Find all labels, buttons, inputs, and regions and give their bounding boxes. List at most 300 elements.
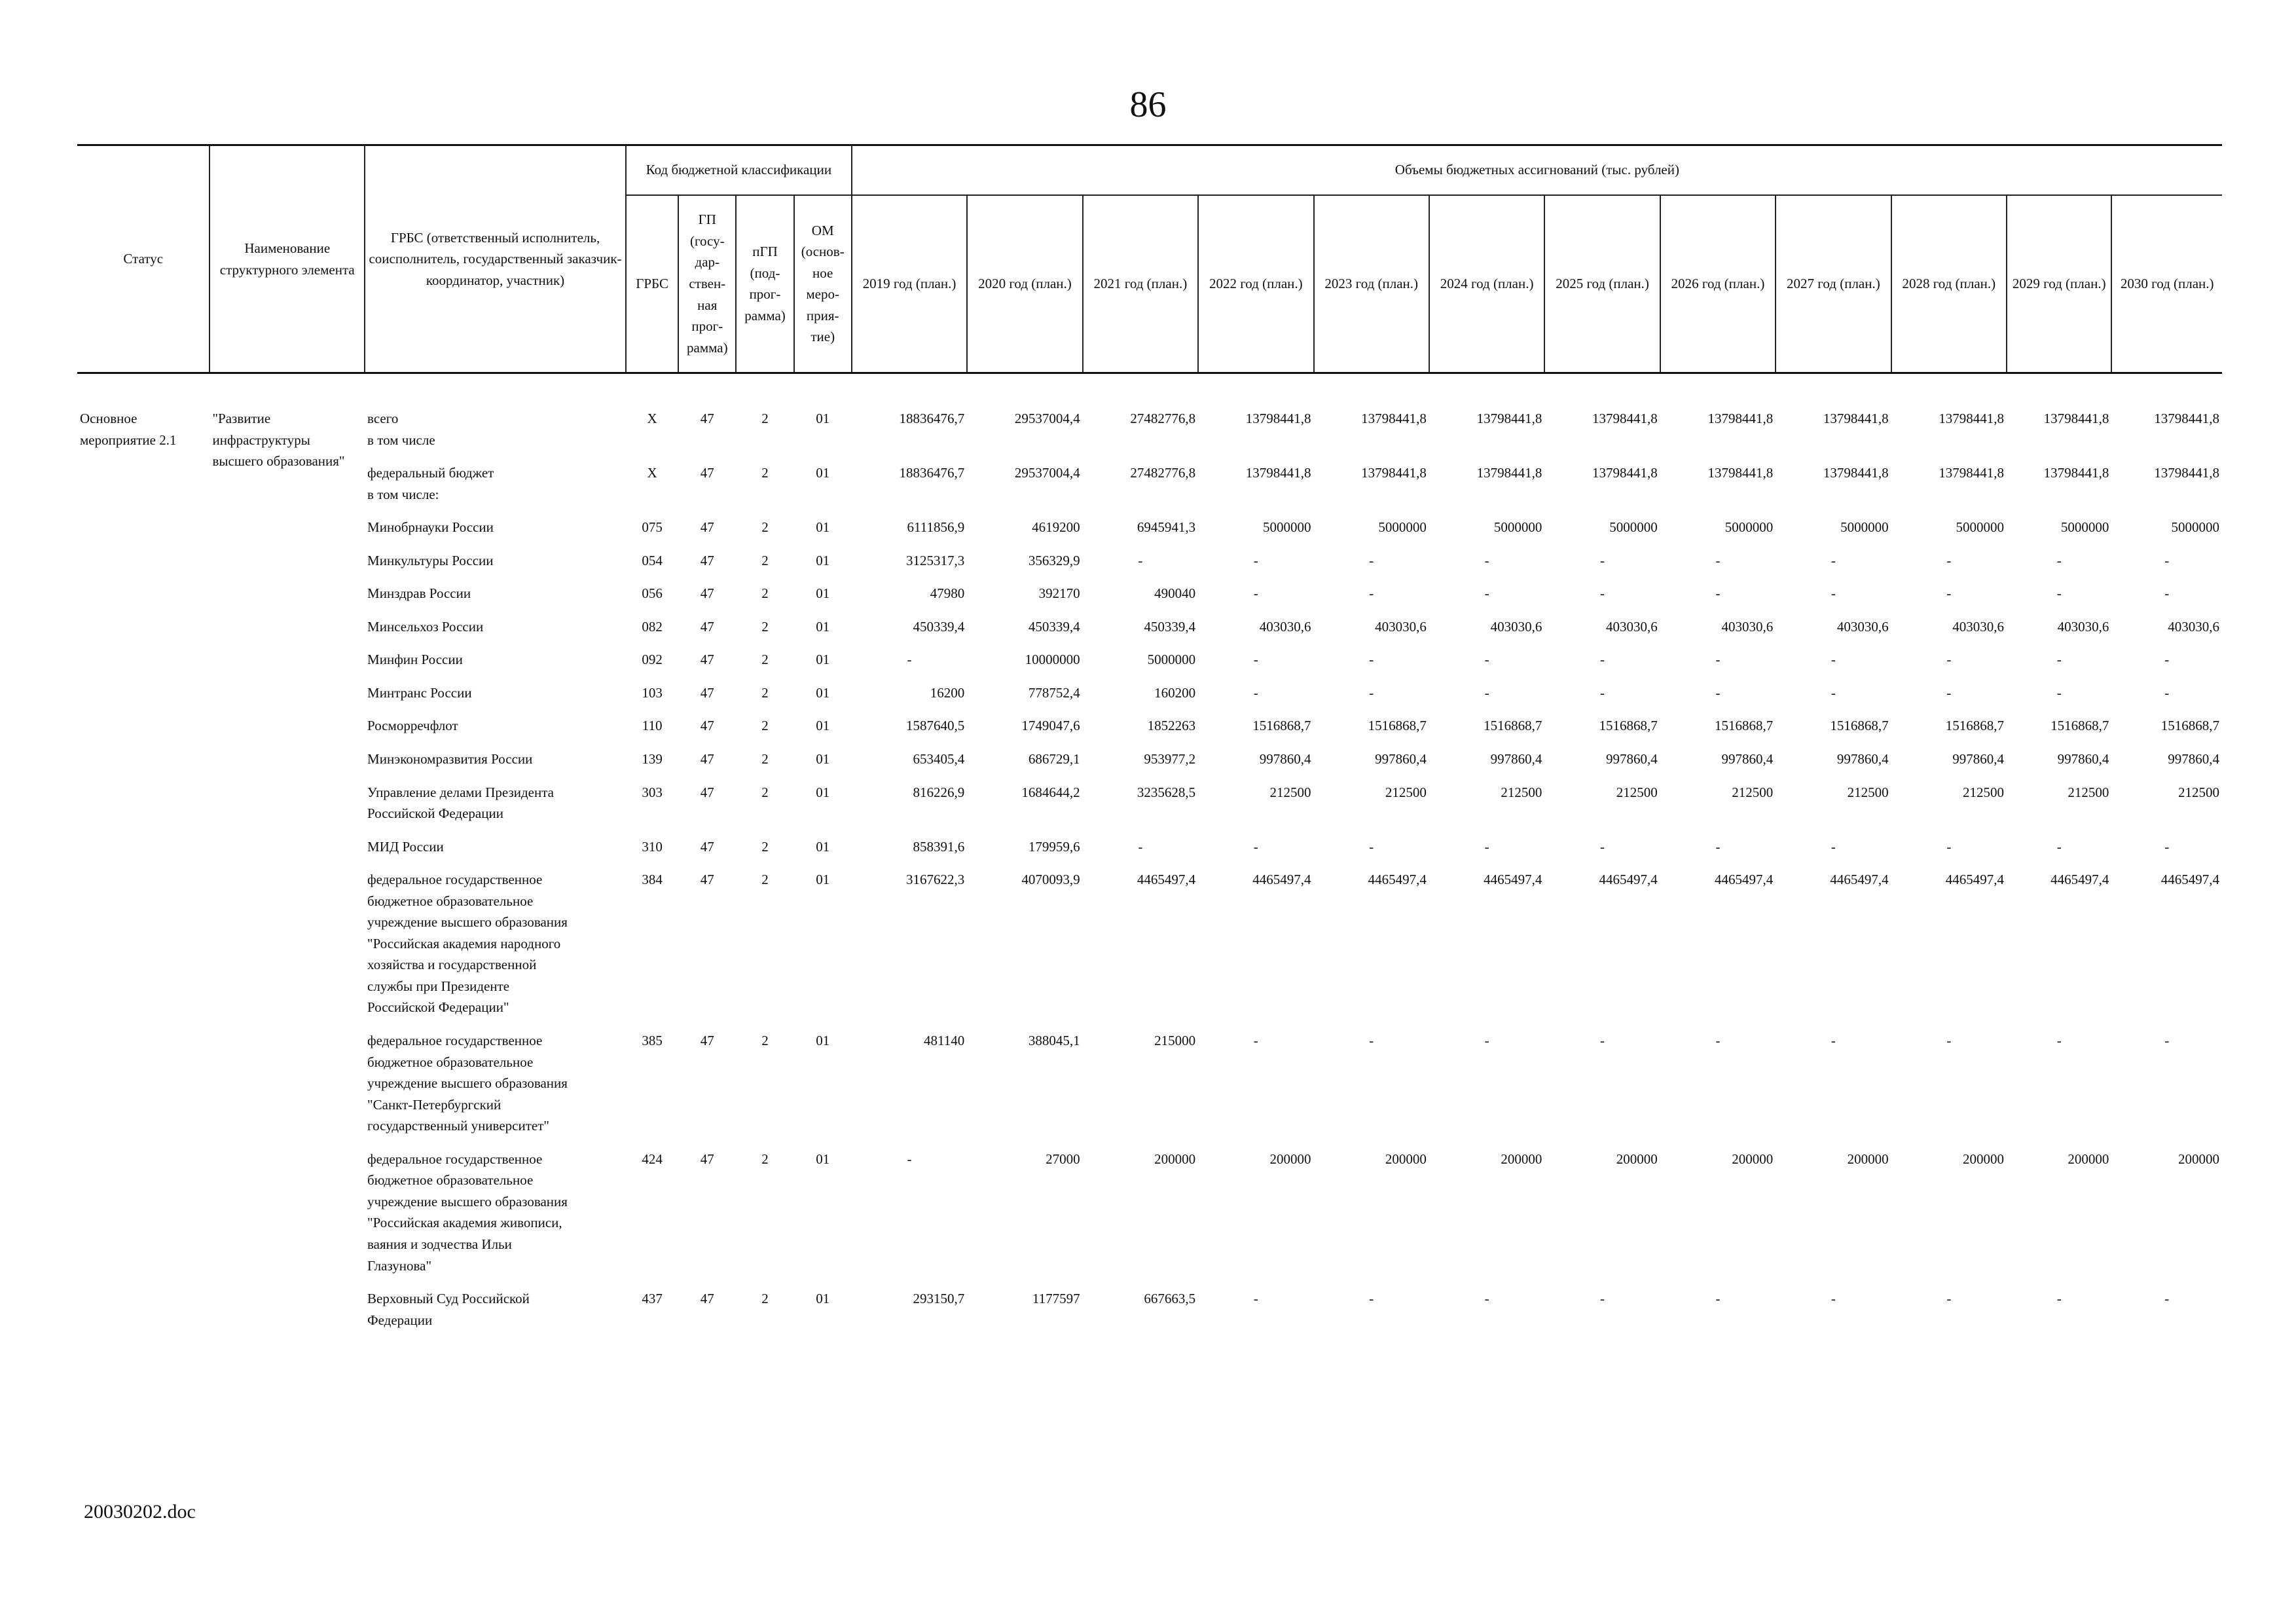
value-cell: 200000 xyxy=(1385,1151,1427,1167)
value-cell: - xyxy=(1369,585,1374,602)
value-cell: 13798441,8 xyxy=(1707,465,1774,481)
value-cell: 997860,4 xyxy=(1490,751,1542,767)
budget-allocations-table xyxy=(77,144,2222,1335)
value-cell: 403030,6 xyxy=(1375,618,1427,635)
value-cell: 4465497,4 xyxy=(1137,872,1196,888)
value-cell: - xyxy=(1138,838,1143,855)
value-cell: 450339,4 xyxy=(1028,618,1080,635)
value-cell: 997860,4 xyxy=(1606,751,1658,767)
value-cell: 200000 xyxy=(1847,1151,1889,1167)
om-code-cell: 01 xyxy=(816,519,830,536)
grbs-name-cell: Минтранс России xyxy=(367,684,472,701)
value-cell: - xyxy=(1600,1033,1605,1049)
value-cell: 450339,4 xyxy=(1144,618,1196,635)
header-year: 2019 год (план.) xyxy=(852,195,967,373)
table-row xyxy=(77,608,2222,642)
table-row xyxy=(77,707,2222,741)
grbs-name-cell: Росморречфлот xyxy=(367,718,458,734)
value-cell: 13798441,8 xyxy=(1245,465,1311,481)
value-cell: 450339,4 xyxy=(913,618,965,635)
grbs-code-cell: 303 xyxy=(642,784,663,800)
value-cell: 18836476,7 xyxy=(899,465,965,481)
grbs-name-cell: всего в том числе xyxy=(367,411,435,448)
value-cell: 13798441,8 xyxy=(2043,411,2109,426)
grbs-code-cell: X xyxy=(647,465,657,481)
value-cell: - xyxy=(1484,838,1489,855)
value-cell: 388045,1 xyxy=(1028,1033,1080,1049)
header-year: 2020 год (план.) xyxy=(967,195,1082,373)
document-filename: 20030202.doc xyxy=(84,1501,196,1522)
table-row xyxy=(77,674,2222,708)
value-cell: 4619200 xyxy=(1032,519,1080,536)
grbs-name-cell: Верховный Суд Российской Федерации xyxy=(367,1291,530,1328)
value-cell: - xyxy=(2056,652,2062,668)
value-cell: - xyxy=(2056,552,2062,568)
header-year: 2025 год (план.) xyxy=(1544,195,1660,373)
value-cell: - xyxy=(1831,684,1836,701)
om-code-cell: 01 xyxy=(816,751,830,767)
value-cell: 953977,2 xyxy=(1144,751,1196,767)
om-code-cell: 01 xyxy=(816,784,830,800)
value-cell: - xyxy=(1484,652,1489,668)
value-cell: 212500 xyxy=(1269,784,1311,800)
pgp-code-cell: 2 xyxy=(761,552,769,568)
table-row xyxy=(77,575,2222,608)
value-cell: 47980 xyxy=(930,585,965,602)
value-cell: 29537004,4 xyxy=(1014,411,1080,426)
value-cell: - xyxy=(2164,552,2170,568)
value-cell: - xyxy=(1253,1033,1258,1049)
pgp-code-cell: 2 xyxy=(761,751,769,767)
om-code-cell: 01 xyxy=(816,652,830,668)
table-row xyxy=(77,828,2222,862)
pgp-code-cell: 2 xyxy=(761,1151,769,1167)
value-cell: - xyxy=(2164,1033,2170,1049)
value-cell: 4465497,4 xyxy=(1830,872,1889,888)
gp-code-cell: 47 xyxy=(700,684,714,701)
value-cell: - xyxy=(2056,1033,2062,1049)
table-row xyxy=(77,454,2222,509)
value-cell: 997860,4 xyxy=(1721,751,1774,767)
value-cell: - xyxy=(1253,838,1258,855)
table-row xyxy=(77,1280,2222,1335)
value-cell: 4465497,4 xyxy=(1945,872,2005,888)
value-cell: 212500 xyxy=(2068,784,2109,800)
pgp-code-cell: 2 xyxy=(761,838,769,855)
value-cell: 1177597 xyxy=(1032,1291,1080,1307)
value-cell: 18836476,7 xyxy=(899,411,965,426)
value-cell: 5000000 xyxy=(1609,519,1658,536)
table-row xyxy=(77,641,2222,674)
value-cell: - xyxy=(1369,1291,1374,1307)
value-cell: - xyxy=(1715,585,1721,602)
gp-code-cell: 47 xyxy=(700,519,714,536)
header-year: 2022 год (план.) xyxy=(1198,195,1313,373)
value-cell: 686729,1 xyxy=(1028,751,1080,767)
gp-code-cell: 47 xyxy=(700,1033,714,1049)
header-om: ОМ (основ-ное меро-прия-тие) xyxy=(794,195,852,373)
value-cell: 215000 xyxy=(1154,1033,1196,1049)
value-cell: 403030,6 xyxy=(1952,618,2005,635)
value-cell: 200000 xyxy=(1501,1151,1542,1167)
header-year: 2026 год (план.) xyxy=(1660,195,1776,373)
grbs-name-cell: федеральное государственное бюджетное образовательное учреждение высшего образования "Российская академия живописи, ваяния и зодчества Ильи Глазунова" xyxy=(367,1151,568,1274)
pgp-code-cell: 2 xyxy=(761,684,769,701)
value-cell: 13798441,8 xyxy=(2154,411,2219,426)
value-cell: - xyxy=(1484,1033,1489,1049)
header-gp: ГП (госу-дар-ствен-ная прог-рамма) xyxy=(678,195,736,373)
gp-code-cell: 47 xyxy=(700,838,714,855)
value-cell: - xyxy=(1946,1291,1952,1307)
om-code-cell: 01 xyxy=(816,838,830,855)
gp-code-cell: 47 xyxy=(700,652,714,668)
value-cell: 200000 xyxy=(1963,1151,2005,1167)
value-cell: 13798441,8 xyxy=(1707,411,1774,426)
value-cell: 5000000 xyxy=(1956,519,2005,536)
gp-code-cell: 47 xyxy=(700,872,714,888)
table-row xyxy=(77,509,2222,542)
value-cell: - xyxy=(1831,652,1836,668)
value-cell: 1852263 xyxy=(1147,718,1196,734)
value-cell: 27000 xyxy=(1046,1151,1080,1167)
header-year: 2024 год (план.) xyxy=(1429,195,1544,373)
table-row xyxy=(77,1022,2222,1141)
value-cell: - xyxy=(1715,1291,1721,1307)
gp-code-cell: 47 xyxy=(700,411,714,426)
value-cell: 858391,6 xyxy=(913,838,965,855)
pgp-code-cell: 2 xyxy=(761,718,769,734)
value-cell: 200000 xyxy=(2068,1151,2109,1167)
gp-code-cell: 47 xyxy=(700,1151,714,1167)
value-cell: - xyxy=(2056,684,2062,701)
value-cell: - xyxy=(1715,1033,1721,1049)
value-cell: 212500 xyxy=(1732,784,1774,800)
value-cell: 1516868,7 xyxy=(1830,718,1889,734)
pgp-code-cell: 2 xyxy=(761,618,769,635)
value-cell: 403030,6 xyxy=(2168,618,2219,635)
value-cell: 816226,9 xyxy=(913,784,965,800)
value-cell: - xyxy=(2164,1291,2170,1307)
value-cell: 13798441,8 xyxy=(2154,465,2219,481)
header-grbs-code: ГРБС xyxy=(626,195,678,373)
value-cell: 653405,4 xyxy=(913,751,965,767)
gp-code-cell: 47 xyxy=(700,585,714,602)
header-year: 2023 год (план.) xyxy=(1314,195,1429,373)
value-cell: 293150,7 xyxy=(913,1291,965,1307)
pgp-code-cell: 2 xyxy=(761,872,769,888)
value-cell: 5000000 xyxy=(1724,519,1774,536)
grbs-code-cell: 092 xyxy=(642,652,663,668)
value-cell: 13798441,8 xyxy=(2043,465,2109,481)
grbs-code-cell: 384 xyxy=(642,872,663,888)
value-cell: - xyxy=(1946,1033,1952,1049)
value-cell: - xyxy=(1253,684,1258,701)
value-cell: - xyxy=(1946,585,1952,602)
status-cell: Основное мероприятие 2.1 xyxy=(80,411,177,448)
value-cell: - xyxy=(1831,1033,1836,1049)
page-number: 86 xyxy=(1129,84,1167,125)
value-cell: 179959,6 xyxy=(1028,838,1080,855)
table-row xyxy=(77,741,2222,774)
value-cell: 356329,9 xyxy=(1028,552,1080,568)
value-cell: 997860,4 xyxy=(1375,751,1427,767)
gp-code-cell: 47 xyxy=(700,465,714,481)
value-cell: 403030,6 xyxy=(1259,618,1311,635)
grbs-code-cell: 054 xyxy=(642,552,663,568)
value-cell: - xyxy=(2056,838,2062,855)
value-cell: 13798441,8 xyxy=(1245,411,1311,426)
value-cell: 212500 xyxy=(2178,784,2219,800)
value-cell: 212500 xyxy=(1616,784,1658,800)
grbs-name-cell: Минсельхоз России xyxy=(367,618,484,635)
value-cell: 667663,5 xyxy=(1144,1291,1196,1307)
value-cell: - xyxy=(1484,552,1489,568)
table-row xyxy=(77,1141,2222,1280)
table-body xyxy=(77,373,2222,1335)
table-row xyxy=(77,542,2222,576)
header-year: 2027 год (план.) xyxy=(1776,195,1891,373)
value-cell: 1516868,7 xyxy=(1945,718,2005,734)
value-cell: 212500 xyxy=(1501,784,1542,800)
table-row xyxy=(77,861,2222,1022)
value-cell: 3235628,5 xyxy=(1137,784,1196,800)
grbs-code-cell: 385 xyxy=(642,1033,663,1049)
value-cell: - xyxy=(1946,552,1952,568)
grbs-name-cell: федеральное государственное бюджетное образовательное учреждение высшего образования "Российская академия народного хозяйства и государственной службы при Президенте Российской Федерации" xyxy=(367,872,568,1016)
value-cell: - xyxy=(1946,652,1952,668)
value-cell: 13798441,8 xyxy=(1592,411,1658,426)
om-code-cell: 01 xyxy=(816,684,830,701)
grbs-name-cell: Минздрав России xyxy=(367,585,471,602)
header-budget-code: Код бюджетной классификации xyxy=(626,145,852,195)
value-cell: 403030,6 xyxy=(1836,618,1889,635)
value-cell: 200000 xyxy=(1616,1151,1658,1167)
header-grbs-description: ГРБС (ответственный исполнитель, соисполнитель, государственный заказчик-координатор, участник) xyxy=(365,145,626,373)
value-cell: - xyxy=(1831,585,1836,602)
table-row xyxy=(77,774,2222,828)
value-cell: 1516868,7 xyxy=(2050,718,2109,734)
value-cell: - xyxy=(1484,585,1489,602)
grbs-code-cell: X xyxy=(647,411,657,426)
om-code-cell: 01 xyxy=(816,718,830,734)
value-cell: 403030,6 xyxy=(1606,618,1658,635)
value-cell: 1749047,6 xyxy=(1021,718,1080,734)
value-cell: - xyxy=(1369,552,1374,568)
value-cell: 200000 xyxy=(2178,1151,2219,1167)
value-cell: 13798441,8 xyxy=(1939,465,2005,481)
value-cell: - xyxy=(1831,1291,1836,1307)
value-cell: 1684644,2 xyxy=(1021,784,1080,800)
value-cell: 4465497,4 xyxy=(1484,872,1542,888)
grbs-code-cell: 103 xyxy=(642,684,663,701)
om-code-cell: 01 xyxy=(816,585,830,602)
value-cell: - xyxy=(1369,684,1374,701)
pgp-code-cell: 2 xyxy=(761,784,769,800)
header-year: 2030 год (план.) xyxy=(2111,195,2222,373)
value-cell: - xyxy=(1600,1291,1605,1307)
pgp-code-cell: 2 xyxy=(761,1033,769,1049)
om-code-cell: 01 xyxy=(816,411,830,426)
value-cell: 1587640,5 xyxy=(905,718,965,734)
value-cell: - xyxy=(1600,652,1605,668)
grbs-code-cell: 437 xyxy=(642,1291,663,1307)
value-cell: 160200 xyxy=(1154,684,1196,701)
pgp-code-cell: 2 xyxy=(761,465,769,481)
value-cell: 10000000 xyxy=(1025,652,1080,668)
pgp-code-cell: 2 xyxy=(761,1291,769,1307)
header-year: 2021 год (план.) xyxy=(1083,195,1198,373)
grbs-name-cell: федеральный бюджет в том числе: xyxy=(367,465,494,502)
value-cell: - xyxy=(2164,652,2170,668)
grbs-code-cell: 056 xyxy=(642,585,663,602)
value-cell: 13798441,8 xyxy=(1592,465,1658,481)
value-cell: - xyxy=(1715,652,1721,668)
value-cell: - xyxy=(1715,684,1721,701)
om-code-cell: 01 xyxy=(816,618,830,635)
grbs-code-cell: 110 xyxy=(642,718,663,734)
grbs-code-cell: 310 xyxy=(642,838,663,855)
value-cell: 481140 xyxy=(924,1033,965,1049)
structural-element-name: "Развитие инфраструктуры высшего образования" xyxy=(212,411,345,470)
value-cell: 4465497,4 xyxy=(2050,872,2109,888)
value-cell: - xyxy=(1600,838,1605,855)
value-cell: 997860,4 xyxy=(2168,751,2219,767)
om-code-cell: 01 xyxy=(816,1291,830,1307)
value-cell: 5000000 xyxy=(1378,519,1427,536)
value-cell: - xyxy=(907,652,912,668)
value-cell: - xyxy=(1946,838,1952,855)
value-cell: 13798441,8 xyxy=(1823,465,1889,481)
value-cell: 4465497,4 xyxy=(1252,872,1311,888)
value-cell: 997860,4 xyxy=(1259,751,1311,767)
value-cell: - xyxy=(1369,652,1374,668)
value-cell: - xyxy=(2164,838,2170,855)
value-cell: 4465497,4 xyxy=(1368,872,1427,888)
pgp-code-cell: 2 xyxy=(761,652,769,668)
value-cell: - xyxy=(2056,585,2062,602)
value-cell: - xyxy=(1484,1291,1489,1307)
value-cell: 5000000 xyxy=(2171,519,2219,536)
grbs-name-cell: Управление делами Президента Российской Федерации xyxy=(367,784,554,822)
grbs-code-cell: 424 xyxy=(642,1151,663,1167)
value-cell: 997860,4 xyxy=(2057,751,2109,767)
grbs-name-cell: Минкультуры России xyxy=(367,552,494,568)
header-structural-element: Наименование структурного элемента xyxy=(210,145,365,373)
value-cell: 1516868,7 xyxy=(1714,718,1774,734)
value-cell: - xyxy=(1253,652,1258,668)
pgp-code-cell: 2 xyxy=(761,585,769,602)
grbs-code-cell: 139 xyxy=(642,751,663,767)
gp-code-cell: 47 xyxy=(700,618,714,635)
value-cell: - xyxy=(1253,585,1258,602)
value-cell: - xyxy=(1946,684,1952,701)
value-cell: - xyxy=(1600,585,1605,602)
value-cell: 16200 xyxy=(930,684,965,701)
om-code-cell: 01 xyxy=(816,465,830,481)
pgp-code-cell: 2 xyxy=(761,519,769,536)
value-cell: 5000000 xyxy=(1147,652,1196,668)
value-cell: - xyxy=(1831,552,1836,568)
value-cell: 27482776,8 xyxy=(1130,411,1196,426)
value-cell: 4070093,9 xyxy=(1021,872,1080,888)
value-cell: 997860,4 xyxy=(1836,751,1889,767)
value-cell: 403030,6 xyxy=(2057,618,2109,635)
om-code-cell: 01 xyxy=(816,1033,830,1049)
value-cell: - xyxy=(1369,838,1374,855)
value-cell: 5000000 xyxy=(1493,519,1542,536)
value-cell: 3125317,3 xyxy=(905,552,965,568)
value-cell: 13798441,8 xyxy=(1823,411,1889,426)
value-cell: - xyxy=(1253,1291,1258,1307)
value-cell: 1516868,7 xyxy=(1599,718,1658,734)
om-code-cell: 01 xyxy=(816,872,830,888)
value-cell: 13798441,8 xyxy=(1939,411,2005,426)
value-cell: - xyxy=(1831,838,1836,855)
gp-code-cell: 47 xyxy=(700,552,714,568)
pgp-code-cell: 2 xyxy=(761,411,769,426)
header-pgp: пГП (под-прог-рамма) xyxy=(736,195,793,373)
header-year: 2029 год (план.) xyxy=(2007,195,2111,373)
value-cell: - xyxy=(907,1151,912,1167)
value-cell: - xyxy=(2164,585,2170,602)
value-cell: 5000000 xyxy=(1840,519,1889,536)
value-cell: 5000000 xyxy=(1263,519,1311,536)
value-cell: - xyxy=(1715,838,1721,855)
value-cell: 1516868,7 xyxy=(2160,718,2219,734)
grbs-name-cell: Минобрнауки России xyxy=(367,519,494,536)
value-cell: 392170 xyxy=(1038,585,1080,602)
value-cell: - xyxy=(1253,552,1258,568)
om-code-cell: 01 xyxy=(816,1151,830,1167)
value-cell: 212500 xyxy=(1963,784,2005,800)
value-cell: 4465497,4 xyxy=(2160,872,2219,888)
value-cell: 403030,6 xyxy=(1721,618,1774,635)
gp-code-cell: 47 xyxy=(700,718,714,734)
header-status: Статус xyxy=(77,145,210,373)
value-cell: 200000 xyxy=(1269,1151,1311,1167)
value-cell: 490040 xyxy=(1154,585,1196,602)
table-row xyxy=(77,400,2222,454)
value-cell: - xyxy=(1484,684,1489,701)
value-cell: 1516868,7 xyxy=(1252,718,1311,734)
header-budget-volumes: Объемы бюджетных ассигнований (тыс. рублей) xyxy=(852,145,2222,195)
grbs-name-cell: федеральное государственное бюджетное образовательное учреждение высшего образования "Санкт-Петербургский государственный университет" xyxy=(367,1033,568,1134)
value-cell: 13798441,8 xyxy=(1361,465,1427,481)
header-year: 2028 год (план.) xyxy=(1891,195,2007,373)
value-cell: 1516868,7 xyxy=(1484,718,1542,734)
gp-code-cell: 47 xyxy=(700,1291,714,1307)
value-cell: - xyxy=(1600,684,1605,701)
value-cell: 5000000 xyxy=(2060,519,2109,536)
value-cell: 13798441,8 xyxy=(1476,465,1542,481)
value-cell: 997860,4 xyxy=(1952,751,2005,767)
om-code-cell: 01 xyxy=(816,552,830,568)
value-cell: 1516868,7 xyxy=(1368,718,1427,734)
value-cell: - xyxy=(1600,552,1605,568)
value-cell: - xyxy=(2056,1291,2062,1307)
value-cell: 4465497,4 xyxy=(1599,872,1658,888)
value-cell: 6945941,3 xyxy=(1137,519,1196,536)
value-cell: 200000 xyxy=(1154,1151,1196,1167)
value-cell: 27482776,8 xyxy=(1130,465,1196,481)
value-cell: 29537004,4 xyxy=(1014,465,1080,481)
value-cell: 200000 xyxy=(1732,1151,1774,1167)
grbs-name-cell: Минфин России xyxy=(367,652,463,668)
value-cell: 6111856,9 xyxy=(907,519,965,536)
grbs-code-cell: 082 xyxy=(642,618,663,635)
value-cell: 403030,6 xyxy=(1490,618,1542,635)
value-cell: 4465497,4 xyxy=(1714,872,1774,888)
